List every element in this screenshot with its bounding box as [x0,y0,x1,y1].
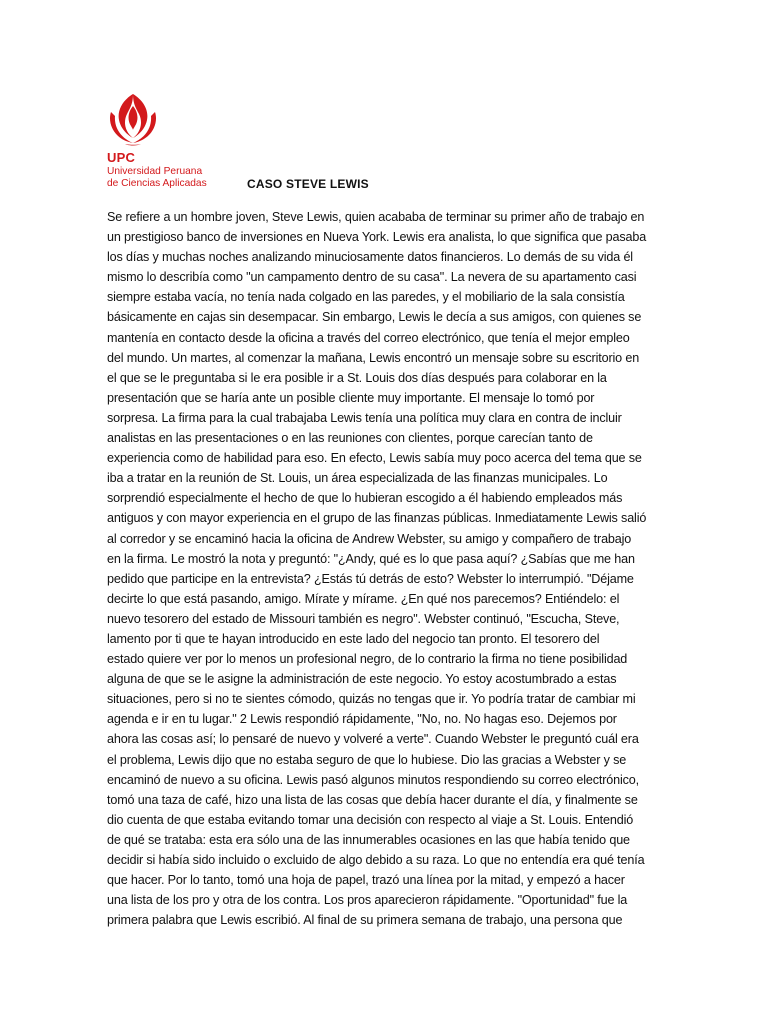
paragraph-line: al corredor y se encaminó hacia la oficina de Andrew Webster, su amigo y compañero de trabajo [107,531,632,546]
paragraph-line: primera palabra que Lewis escribió. Al final de su primera semana de trabajo, una persona que [107,913,623,928]
upc-flame-logo-icon [103,88,163,148]
paragraph-line: experiencia como de habilidad para eso. En efecto, Lewis sabía muy poco acerca del tema que se [107,451,642,466]
paragraph-line: el problema, Lewis dijo que no estaba seguro de que lo hubiese. Dio las gracias a Webster y se [107,752,627,767]
paragraph-line: un prestigioso banco de inversiones en Nueva York. Lewis era analista, lo que significa que pasaba [107,230,647,245]
brand-name: UPC [107,150,136,165]
paragraph-line: del mundo. Un martes, al comenzar la mañana, Lewis encontró un mensaje sobre su escritorio en [107,350,640,365]
paragraph-line: sorprendió especialmente el hecho de que lo hubieran escogido a él habiendo empleados más [107,491,623,506]
paragraph-line: tomó una taza de café, hizo una lista de las cosas que debía hacer durante el día, y finalmente se [107,792,638,807]
paragraph-line: el que se le preguntaba si le era posible ir a St. Louis dos días después para colaborar en la [107,370,607,385]
paragraph-line: situaciones, pero si no te sientes cómodo, quizás no tengas que ir. Yo podría tratar de cambiar mi [107,692,636,707]
paragraph-line: nuevo tesorero del estado de Missouri también es negro". Webster continuó, "Escucha, Steve, [107,611,620,626]
paragraph-line: que hacer. Por lo tanto, tomó una hoja de papel, trazó una línea por la mitad, y empezó a hacer [107,873,625,888]
paragraph-line: de qué se trataba: esta era sólo una de las innumerables ocasiones en las que había tenido que [107,832,630,847]
paragraph-line: estado quiere ver por lo menos un profesional negro, de lo contrario la firma no tiene posibilidad [107,652,628,667]
paragraph-line: en la firma. Le mostró la nota y preguntó: "¿Andy, qué es lo que pasa aquí? ¿Sabías que me han [107,551,635,566]
paragraph-line: Se refiere a un hombre joven, Steve Lewis, quien acababa de terminar su primer año de trabajo en [107,210,645,224]
paragraph-line: decirte lo que está pasando, amigo. Mírate y mírame. ¿En qué nos parecemos? Entiéndelo: el [107,591,620,606]
paragraph-line: mantenía en contacto desde la oficina a través del correo electrónico, que tenía el mejor empleo [107,330,630,345]
paragraph-line: básicamente en cajas sin desempacar. Sin embargo, Lewis le decía a sus amigos, con quienes se [107,310,642,325]
paragraph-line: mismo lo describía como "un campamento dentro de su casa". La nevera de su apartamento casi [107,270,637,285]
paragraph-line: ahora las cosas así; lo pensaré de nuevo y volveré a verte". Cuando Webster le preguntó cuál era [107,732,639,747]
paragraph-line: antiguos y con mayor experiencia en el grupo de las finanzas públicas. Inmediatamente Lewis salió [107,511,647,526]
document-title: CASO STEVE LEWIS [247,177,369,191]
document-body [107,207,663,930]
paragraph-line: siempre estaba vacía, no tenía nada colgado en las paredes, y el mobiliario de la sala consistía [107,290,625,305]
paragraph-line: encaminó de nuevo a su oficina. Lewis pasó algunos minutos respondiendo su correo electrónico, [107,772,639,787]
paragraph-line: decidir si había sido incluido o excluido de algo debido a su raza. Lo que no entendía era qué tenía [107,853,645,867]
paragraph-line: alguna de que se le asigne la administración de este negocio. Yo estoy acostumbrado a estas [107,672,617,687]
paragraph-line: presentación que se haría ante un posible cliente muy importante. El mensaje lo tomó por [107,390,595,405]
paragraph-line: pedido que participe en la entrevista? ¿Estás tú detrás de esto? Webster lo interrumpió. "Déjame [107,571,634,586]
paragraph-line: sorpresa. La firma para la cual trabajaba Lewis tenía una política muy clara en contra de incluir [107,410,622,425]
paragraph-line: lamento por ti que te hayan introducido en este lado del negocio tan pronto. El tesorero del [107,631,600,646]
university-brand [107,151,207,190]
paragraph-line: agenda e ir en tu lugar." 2 Lewis respondió rápidamente, "No, no. No hagas eso. Dejemos por [107,712,617,727]
brand-line-1: Universidad Peruana [107,166,203,177]
paragraph-line: dio cuenta de que estaba evitando tomar una decisión con respecto al viaje a St. Louis. Entendió [107,812,634,827]
paragraph-line: analistas en las presentaciones o en las reuniones con clientes, porque carecían tanto de [107,431,593,446]
paragraph-line: los días y muchas noches analizando minuciosamente datos financieros. Lo demás de su vida él [107,250,633,265]
brand-line-2: de Ciencias Aplicadas [107,178,207,189]
paragraph-line: una lista de los pro y otra de los contra. Los pros aparecieron rápidamente. "Oportunidad" fue la [107,893,628,908]
paragraph-line: iba a tratar en la reunión de St. Louis, un área especializada de las finanzas municipales. Lo [107,471,608,486]
